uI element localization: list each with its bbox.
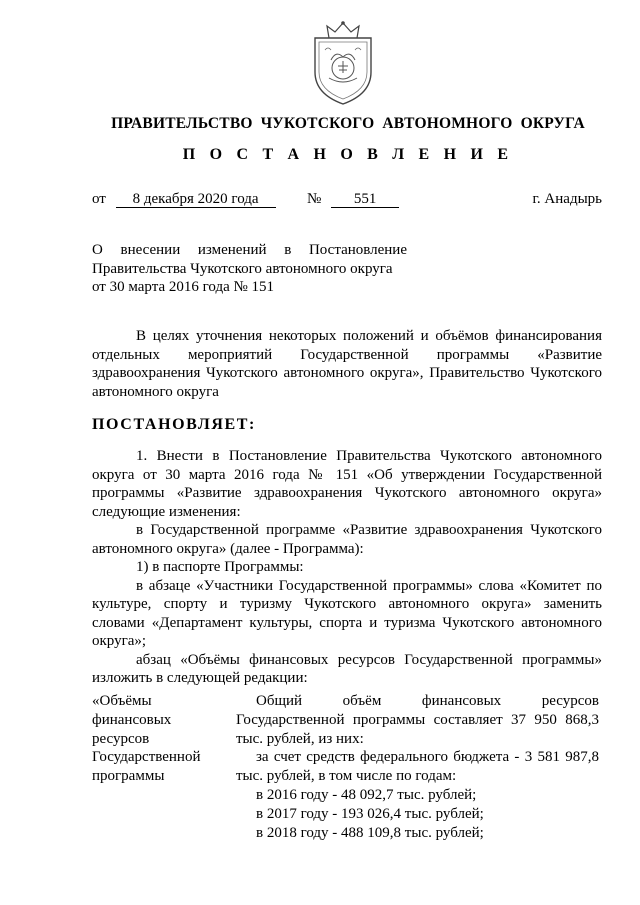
number-label: №	[307, 191, 322, 207]
table-right-column	[236, 692, 599, 842]
clause-line: абзац «Объёмы финансовых ресурсов Государственной программы»	[136, 651, 602, 668]
preamble-line: отдельных мероприятий Государственной программы «Развитие	[92, 346, 602, 363]
document-date: 8 декабря 2020 года	[116, 192, 276, 208]
table-right-cell-line: Государственной программы составляет 37 950 868,3	[236, 711, 599, 728]
table-left-cell-line: «Объёмы	[92, 693, 152, 709]
coat-of-arms-emblem	[305, 20, 381, 108]
preamble-line: здравоохранения Чукотского автономного округа», Правительство Чукотского	[92, 365, 602, 381]
table-left-cell-line: финансовых	[92, 711, 172, 728]
table-left-cell-line: программы	[92, 768, 165, 785]
preamble-paragraph	[92, 327, 602, 401]
document-number: 551	[331, 192, 399, 208]
preamble-line: автономного округа	[92, 383, 219, 400]
clause-line: автономного округа» (далее - Программа):	[92, 540, 364, 557]
organization-title: ПРАВИТЕЛЬСТВО ЧУКОТСКОГО АВТОНОМНОГО ОКРУГА	[111, 115, 585, 132]
table-right-cell-line: тыс. рублей, в том числе по годам:	[236, 768, 457, 785]
clause-line: следующие изменения:	[92, 503, 241, 520]
table-left-column	[92, 692, 232, 786]
document-subject	[92, 241, 407, 297]
document-city: г. Анадырь	[532, 191, 602, 207]
clause-line: программы «Развитие здравоохранения Чукотского автономного округа»	[92, 485, 602, 501]
document-type-title: П О С Т А Н О В Л Е Н И Е	[182, 146, 514, 163]
table-left-cell-line: ресурсов	[92, 730, 150, 747]
table-right-cell-line: за счет средств федерального бюджета - 3 581 987,8	[256, 749, 599, 766]
clause-line: в абзаце «Участники Государственной программы» слова «Комитет по	[136, 577, 602, 594]
clause-line: изложить в следующей редакции:	[92, 670, 308, 686]
clause-1-paragraph	[92, 447, 602, 688]
subject-line: О внесении изменений в Постановление	[92, 242, 407, 258]
table-right-cell-line: в 2018 году - 488 109,8 тыс. рублей;	[256, 824, 484, 841]
clause-line: 1. Внести в Постановление Правительства Чукотского автономного	[136, 448, 602, 464]
clause-line: 1) в паспорте Программы:	[136, 559, 304, 575]
number-field	[307, 191, 399, 208]
clause-line: словами «Департамент культуры, спорта и туризма Чукотского автономного	[92, 614, 602, 631]
table-right-cell-line: тыс. рублей, из них:	[236, 730, 364, 747]
clause-line: округа от 30 марта 2016 года № 151 «Об утверждении Государственной	[92, 466, 602, 483]
date-field	[92, 191, 276, 208]
subject-line: Правительства Чукотского автономного округа	[92, 260, 393, 277]
preamble-line: В целях уточнения некоторых положений и объёмов финансирования	[136, 328, 602, 344]
clause-line: в Государственной программе «Развитие здравоохранения Чукотского	[136, 522, 602, 538]
table-left-cell-line: Государственной	[92, 749, 201, 766]
table-right-cell-line: в 2016 году - 48 092,7 тыс. рублей;	[256, 786, 477, 803]
clause-line: культуре, спорту и туризму Чукотского автономного округа» заменить	[92, 596, 602, 612]
table-right-cell-line: Общий объём финансовых ресурсов	[256, 693, 599, 709]
from-label: от	[92, 191, 106, 207]
decree-word: ПОСТАНОВЛЯЕТ:	[92, 416, 256, 433]
table-right-cell-line: в 2017 году - 193 026,4 тыс. рублей;	[256, 805, 484, 822]
subject-line: от 30 марта 2016 года № 151	[92, 279, 275, 295]
clause-line: округа»;	[92, 633, 147, 649]
